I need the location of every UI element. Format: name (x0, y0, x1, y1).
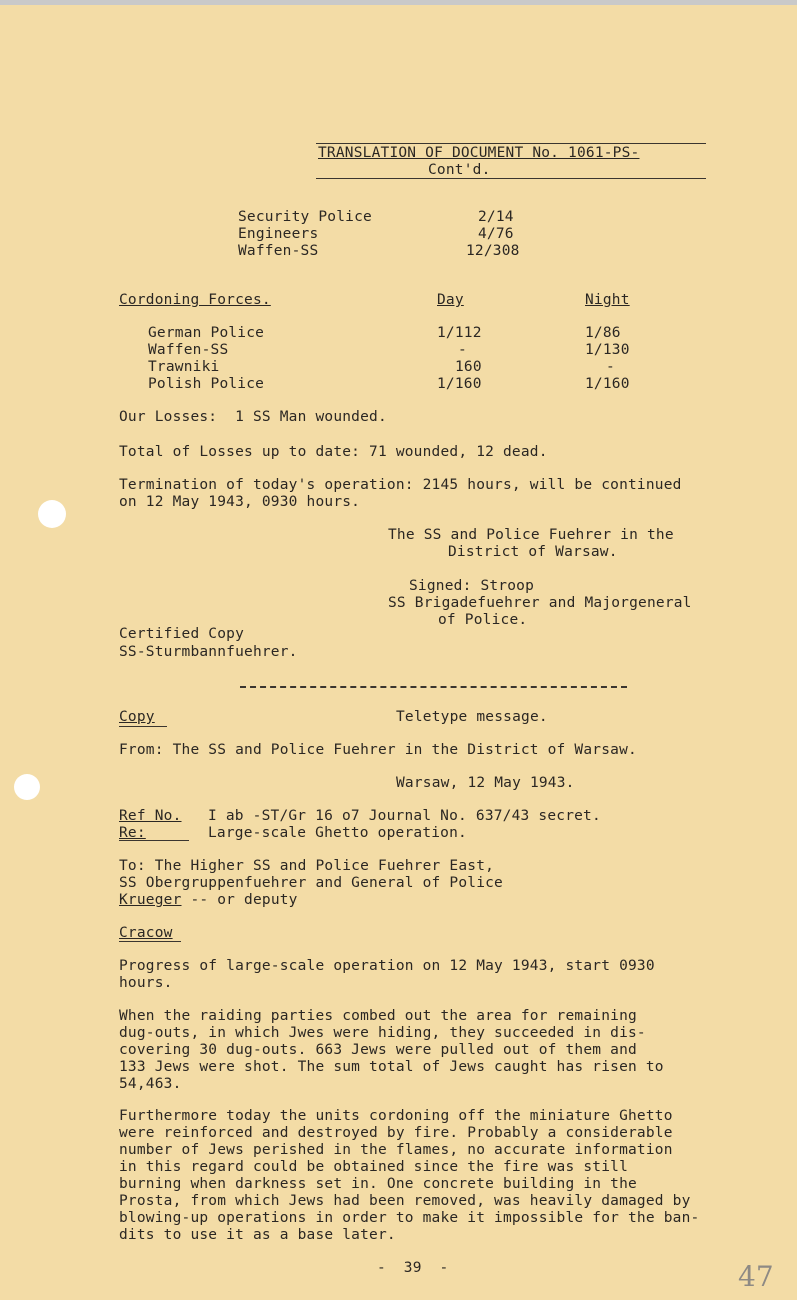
signature-org: The SS and Police Fuehrer in the (388, 527, 674, 543)
teletype-from: From: The SS and Police Fuehrer in the District of Warsaw. (119, 742, 637, 758)
city: Cracow (119, 925, 173, 941)
to-name: Krueger (119, 892, 182, 908)
to-line: SS Obergruppenfuehrer and General of Police (119, 875, 503, 891)
header-rule-bottom (316, 178, 706, 179)
furthermore-line: in this regard could be obtained since the fire was still (119, 1159, 628, 1175)
signature-rank: SS Brigadefuehrer and Majorgeneral (388, 595, 692, 611)
raiding-line: 54,463. (119, 1076, 182, 1092)
unit-name: Waffen-SS (238, 243, 319, 259)
re-underline (119, 840, 189, 841)
city-underline (119, 941, 181, 942)
unit-value: 2/14 (478, 209, 514, 225)
cordoning-row-night: - (606, 359, 615, 375)
unit-value: 12/308 (466, 243, 520, 259)
total-losses: Total of Losses up to date: 71 wounded, 12 dead. (119, 444, 548, 460)
cordoning-row-day: 160 (455, 359, 482, 375)
termination-line: on 12 May 1943, 0930 hours. (119, 494, 361, 510)
to-line (119, 892, 298, 909)
furthermore-line: burning when darkness set in. One concrete building in the (119, 1176, 637, 1192)
re-label: Re: (119, 825, 146, 841)
unit-value: 4/76 (478, 226, 514, 242)
raiding-line: When the raiding parties combed out the area for remaining (119, 1008, 637, 1024)
copy-label: Copy (119, 709, 155, 725)
raiding-line: dug-outs, in which Jwes were hiding, they succeeded in dis- (119, 1025, 646, 1041)
document-contd: Cont'd. (428, 162, 491, 178)
section-divider (240, 686, 627, 688)
to-rest: -- or deputy (181, 892, 298, 908)
day-column-header: Day (437, 292, 464, 308)
signature-signed: Signed: Stroop (409, 578, 535, 594)
furthermore-line: blowing-up operations in order to make it impossible for the ban- (119, 1210, 700, 1226)
unit-name: Engineers (238, 226, 319, 242)
certified-copy: Certified Copy (119, 626, 245, 642)
cordoning-row-day: 1/112 (437, 325, 482, 341)
cordoning-row-name: Trawniki (148, 359, 220, 375)
page-number: - 39 - (377, 1260, 449, 1276)
punch-hole (14, 774, 40, 800)
unit-name: Security Police (238, 209, 372, 225)
ref-label: Ref No. (119, 808, 182, 824)
cordoning-row-night: 1/130 (585, 342, 630, 358)
progress-line: hours. (119, 975, 173, 991)
to-line: To: The Higher SS and Police Fuehrer East, (119, 858, 495, 874)
furthermore-line: dits to use it as a base later. (119, 1227, 396, 1243)
document-title: TRANSLATION OF DOCUMENT No. 1061-PS- (318, 145, 640, 161)
header-rule-top (316, 143, 706, 144)
furthermore-line: were reinforced and destroyed by fire. Probably a considerable (119, 1125, 673, 1141)
certified-rank: SS-Sturmbannfuehrer. (119, 644, 298, 660)
cordoning-row-day: 1/160 (437, 376, 482, 392)
cordoning-row-day: - (458, 342, 467, 358)
teletype-title: Teletype message. (396, 709, 548, 725)
furthermore-line: number of Jews perished in the flames, no accurate information (119, 1142, 673, 1158)
scan-edge (0, 0, 797, 5)
progress-line: Progress of large-scale operation on 12 May 1943, start 0930 (119, 958, 655, 974)
furthermore-line: Prosta, from which Jews had been removed, was heavily damaged by (119, 1193, 691, 1209)
cordoning-row-name: Waffen-SS (148, 342, 229, 358)
cordoning-row-name: German Police (148, 325, 265, 341)
furthermore-line: Furthermore today the units cordoning off the miniature Ghetto (119, 1108, 673, 1124)
cordoning-row-night: 1/86 (585, 325, 621, 341)
cordoning-row-night: 1/160 (585, 376, 630, 392)
copy-underline (119, 726, 167, 727)
handwritten-page-number: 47 (738, 1260, 774, 1293)
teletype-date: Warsaw, 12 May 1943. (396, 775, 575, 791)
cordoning-row-name: Polish Police (148, 376, 265, 392)
re-value: Large-scale Ghetto operation. (208, 825, 467, 841)
punch-hole (38, 500, 66, 528)
cordoning-heading: Cordoning Forces. (119, 292, 271, 308)
signature-org: District of Warsaw. (448, 544, 618, 560)
night-column-header: Night (585, 292, 630, 308)
signature-rank: of Police. (438, 612, 528, 628)
our-losses: Our Losses: 1 SS Man wounded. (119, 409, 387, 425)
termination-line: Termination of today's operation: 2145 hours, will be continued (119, 477, 682, 493)
ref-value: I ab -ST/Gr 16 o7 Journal No. 637/43 secret. (208, 808, 601, 824)
raiding-line: 133 Jews were shot. The sum total of Jews caught has risen to (119, 1059, 664, 1075)
raiding-line: covering 30 dug-outs. 663 Jews were pulled out of them and (119, 1042, 637, 1058)
